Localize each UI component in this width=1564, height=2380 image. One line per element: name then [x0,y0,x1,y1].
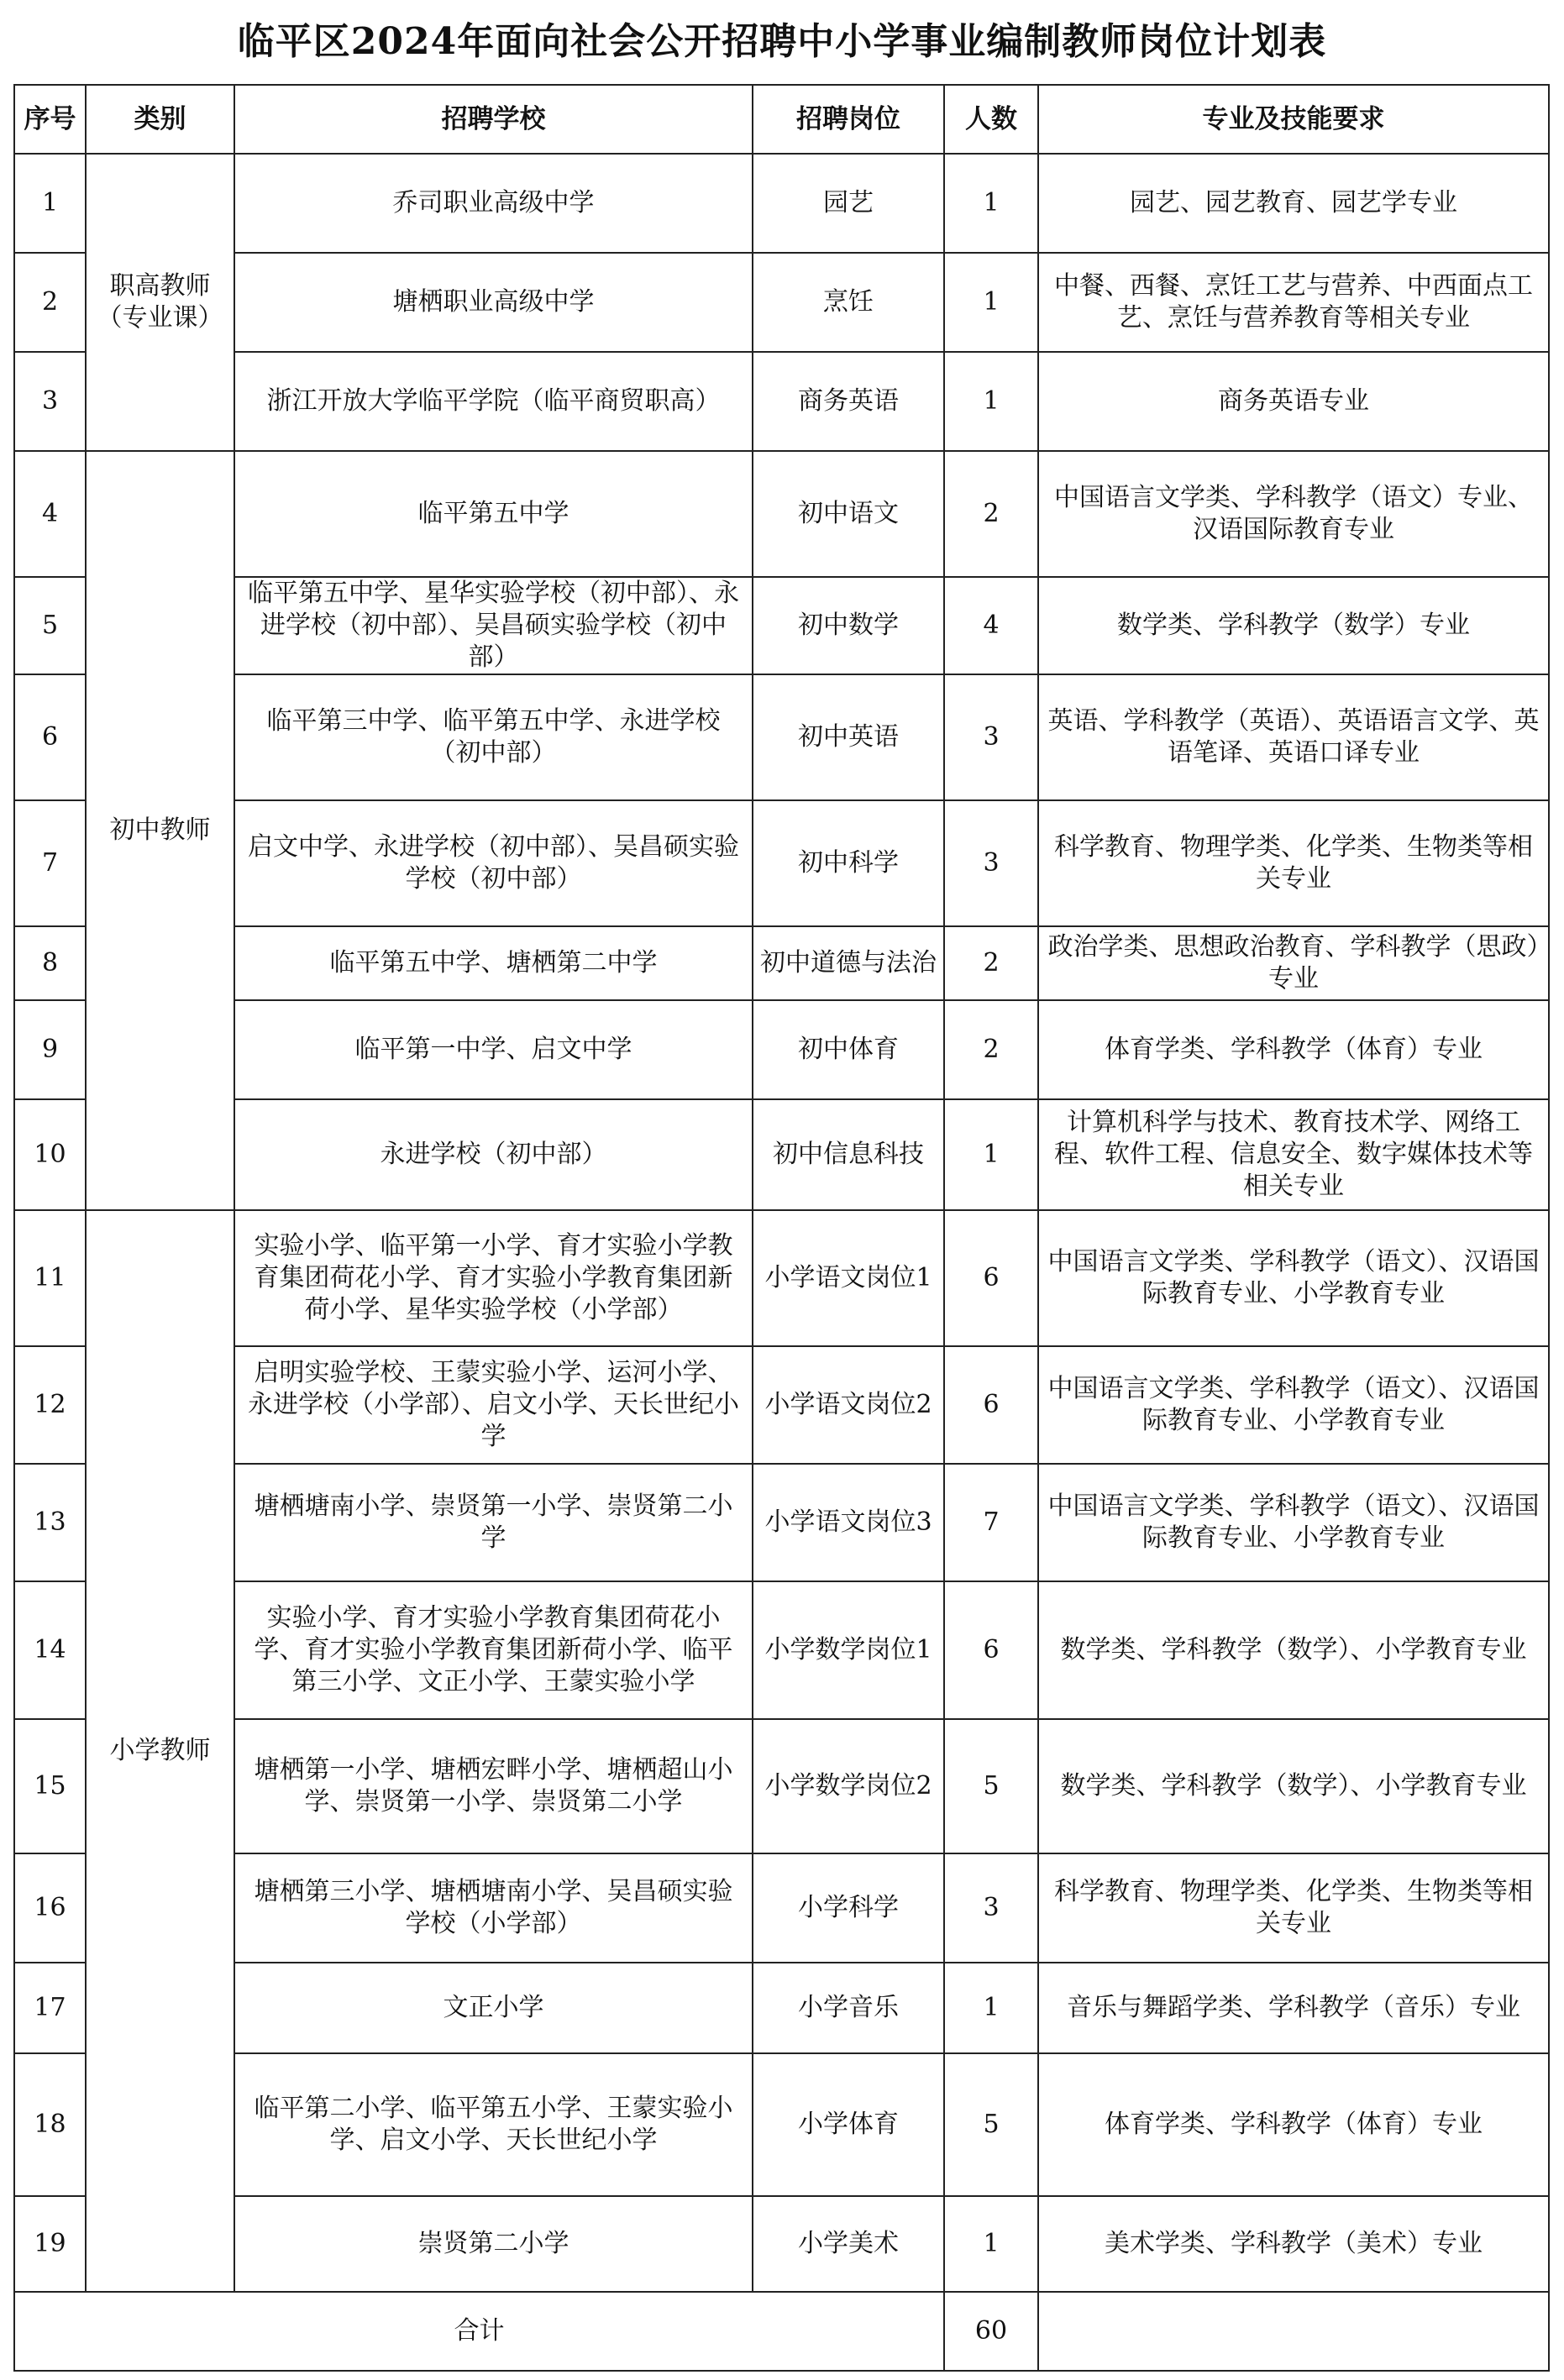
row-count: 1 [944,1963,1038,2053]
table-row [14,352,1549,451]
total-blank [1038,2292,1549,2371]
row-requirements: 数学类、学科教学（数学）专业 [1038,577,1549,674]
recruitment-plan-table [13,84,1550,2372]
row-index: 18 [14,2053,86,2196]
row-school: 实验小学、育才实验小学教育集团荷花小学、育才实验小学教育集团新荷小学、临平第三小学、文正小学、王蒙实验小学 [234,1581,753,1719]
row-requirements: 英语、学科教学（英语）、英语语言文学、英语笔译、英语口译专业 [1038,674,1549,800]
row-requirements: 科学教育、物理学类、化学类、生物类等相关专业 [1038,1853,1549,1963]
table-header-row [14,85,1549,154]
row-index: 3 [14,352,86,451]
row-position: 小学体育 [753,2053,944,2196]
row-requirements: 中国语言文学类、学科教学（语文）专业、汉语国际教育专业 [1038,451,1549,577]
row-school: 临平第五中学 [234,451,753,577]
row-position: 小学科学 [753,1853,944,1963]
row-count: 1 [944,253,1038,352]
row-position: 小学美术 [753,2196,944,2292]
row-count: 6 [944,1581,1038,1719]
category-middle: 初中教师 [86,451,234,1210]
table-row [14,1581,1549,1719]
row-count: 6 [944,1346,1038,1464]
row-requirements: 体育学类、学科教学（体育）专业 [1038,2053,1549,2196]
row-count: 5 [944,2053,1038,2196]
header-category: 类别 [86,85,234,154]
row-index: 10 [14,1099,86,1210]
row-position: 烹饪 [753,253,944,352]
row-school: 塘栖塘南小学、崇贤第一小学、崇贤第二小学 [234,1464,753,1581]
row-school: 临平第五中学、塘栖第二中学 [234,926,753,1000]
row-index: 1 [14,154,86,253]
category-vocational: 职高教师（专业课） [86,154,234,451]
row-position: 小学数学岗位1 [753,1581,944,1719]
row-requirements: 园艺、园艺教育、园艺学专业 [1038,154,1549,253]
table-row [14,800,1549,926]
row-requirements: 数学类、学科教学（数学）、小学教育专业 [1038,1719,1549,1853]
row-index: 19 [14,2196,86,2292]
row-school: 临平第一中学、启文中学 [234,1000,753,1099]
row-position: 小学数学岗位2 [753,1719,944,1853]
row-school: 乔司职业高级中学 [234,154,753,253]
row-position: 小学音乐 [753,1963,944,2053]
table-row [14,577,1549,674]
row-count: 1 [944,352,1038,451]
table-row [14,451,1549,577]
row-requirements: 科学教育、物理学类、化学类、生物类等相关专业 [1038,800,1549,926]
row-position: 小学语文岗位1 [753,1210,944,1346]
total-count: 60 [944,2292,1038,2371]
row-requirements: 美术学类、学科教学（美术）专业 [1038,2196,1549,2292]
row-school: 永进学校（初中部） [234,1099,753,1210]
row-requirements: 商务英语专业 [1038,352,1549,451]
row-school: 崇贤第二小学 [234,2196,753,2292]
table-row [14,154,1549,253]
row-position: 小学语文岗位3 [753,1464,944,1581]
row-index: 17 [14,1963,86,2053]
row-school: 临平第三中学、临平第五中学、永进学校（初中部） [234,674,753,800]
row-count: 2 [944,451,1038,577]
row-count: 3 [944,674,1038,800]
row-requirements: 中国语言文学类、学科教学（语文）、汉语国际教育专业、小学教育专业 [1038,1346,1549,1464]
row-index: 14 [14,1581,86,1719]
table-row [14,2196,1549,2292]
row-count: 1 [944,154,1038,253]
row-school: 启文中学、永进学校（初中部）、吴昌硕实验学校（初中部） [234,800,753,926]
row-school: 塘栖第三小学、塘栖塘南小学、吴昌硕实验学校（小学部） [234,1853,753,1963]
row-position: 初中语文 [753,451,944,577]
row-position: 初中英语 [753,674,944,800]
row-requirements: 数学类、学科教学（数学）、小学教育专业 [1038,1581,1549,1719]
row-index: 13 [14,1464,86,1581]
row-count: 2 [944,926,1038,1000]
table-row [14,2053,1549,2196]
row-count: 5 [944,1719,1038,1853]
row-position: 初中信息科技 [753,1099,944,1210]
table-row [14,1099,1549,1210]
row-requirements: 中国语言文学类、学科教学（语文）、汉语国际教育专业、小学教育专业 [1038,1464,1549,1581]
row-school: 文正小学 [234,1963,753,2053]
row-index: 4 [14,451,86,577]
row-index: 12 [14,1346,86,1464]
row-count: 4 [944,577,1038,674]
row-school: 塘栖职业高级中学 [234,253,753,352]
row-requirements: 政治学类、思想政治教育、学科教学（思政）专业 [1038,926,1549,1000]
row-position: 小学语文岗位2 [753,1346,944,1464]
row-count: 2 [944,1000,1038,1099]
row-count: 1 [944,1099,1038,1210]
table-row [14,1719,1549,1853]
row-index: 6 [14,674,86,800]
page-title: 临平区2024年面向社会公开招聘中小学事业编制教师岗位计划表 [237,20,1327,63]
total-label: 合计 [14,2292,944,2371]
category-primary: 小学教师 [86,1210,234,2292]
row-position: 园艺 [753,154,944,253]
row-requirements: 体育学类、学科教学（体育）专业 [1038,1000,1549,1099]
row-index: 8 [14,926,86,1000]
table-row [14,1346,1549,1464]
table-row [14,1464,1549,1581]
header-index: 序号 [14,85,86,154]
row-school: 塘栖第一小学、塘栖宏畔小学、塘栖超山小学、崇贤第一小学、崇贤第二小学 [234,1719,753,1853]
row-school: 实验小学、临平第一小学、育才实验小学教育集团荷花小学、育才实验小学教育集团新荷小学、星华实验学校（小学部） [234,1210,753,1346]
row-index: 5 [14,577,86,674]
row-requirements: 中国语言文学类、学科教学（语文）、汉语国际教育专业、小学教育专业 [1038,1210,1549,1346]
table-row [14,1963,1549,2053]
table-row [14,1210,1549,1346]
table-row [14,674,1549,800]
row-index: 7 [14,800,86,926]
row-count: 3 [944,800,1038,926]
header-position: 招聘岗位 [753,85,944,154]
row-school: 浙江开放大学临平学院（临平商贸职高） [234,352,753,451]
header-school: 招聘学校 [234,85,753,154]
table-row [14,926,1549,1000]
row-index: 16 [14,1853,86,1963]
row-index: 15 [14,1719,86,1853]
row-school: 启明实验学校、王蒙实验小学、运河小学、永进学校（小学部）、启文小学、天长世纪小学 [234,1346,753,1464]
total-row [14,2292,1549,2371]
row-requirements: 中餐、西餐、烹饪工艺与营养、中西面点工艺、烹饪与营养教育等相关专业 [1038,253,1549,352]
row-count: 7 [944,1464,1038,1581]
row-index: 11 [14,1210,86,1346]
header-requirements: 专业及技能要求 [1038,85,1549,154]
row-index: 2 [14,253,86,352]
row-requirements: 计算机科学与技术、教育技术学、网络工程、软件工程、信息安全、数字媒体技术等相关专业 [1038,1099,1549,1210]
table-row [14,1000,1549,1099]
row-school: 临平第五中学、星华实验学校（初中部）、永进学校（初中部）、吴昌硕实验学校（初中部） [234,577,753,674]
table-row [14,1853,1549,1963]
row-position: 初中体育 [753,1000,944,1099]
row-position: 初中科学 [753,800,944,926]
row-school: 临平第二小学、临平第五小学、王蒙实验小学、启文小学、天长世纪小学 [234,2053,753,2196]
row-position: 商务英语 [753,352,944,451]
row-count: 1 [944,2196,1038,2292]
header-count: 人数 [944,85,1038,154]
row-requirements: 音乐与舞蹈学类、学科教学（音乐）专业 [1038,1963,1549,2053]
row-count: 6 [944,1210,1038,1346]
row-position: 初中道德与法治 [753,926,944,1000]
table-row [14,253,1549,352]
row-index: 9 [14,1000,86,1099]
row-position: 初中数学 [753,577,944,674]
row-count: 3 [944,1853,1038,1963]
